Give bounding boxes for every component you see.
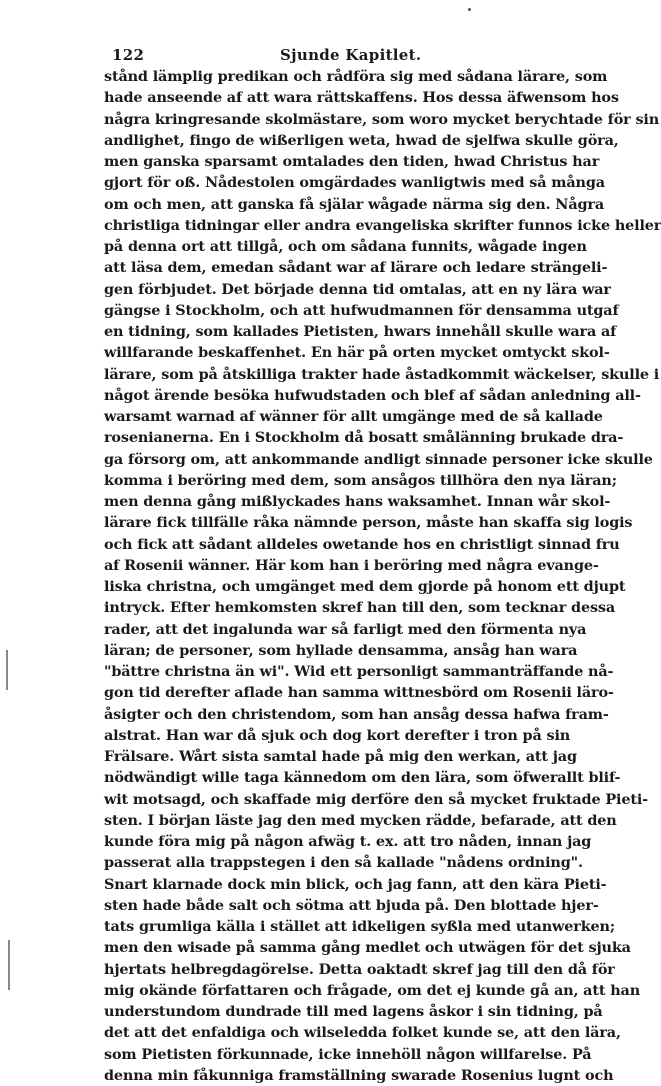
text-line: sten hade både salt och sötma att bjuda på. Den blottade hjer- [104, 896, 599, 914]
running-header [112, 46, 512, 66]
text-line: och fick att sådant alldeles owetande hos en christligt sinnad fru [104, 535, 620, 553]
text-line: nödwändigt wille taga kännedom om den lära, som öfwerallt blif- [104, 769, 621, 787]
text-line: willfarande beskaffenhet. En här på orten mycket omtyckt skol- [104, 344, 610, 362]
text-line: wit motsagd, och skaffade mig derföre den så mycket fruktade Pieti- [104, 790, 648, 808]
text-line: "bättre christna än wi". Wid ett personligt sammanträffande nå- [104, 663, 614, 680]
text-line: att läsa dem, emedan sådant war af lärare och ledare strängeli- [104, 259, 608, 277]
text-line: gon tid derefter aflade han samma wittnesbörd om Rosenii läro- [104, 684, 614, 702]
text-line: passerat alla trappstegen i den så kallade "nådens ordning". [104, 854, 583, 872]
body-text [104, 66, 661, 1086]
text-line: warsamt warnad af wänner för allt umgänge med de så kallade [104, 408, 603, 425]
text-line: andlighet, fingo de wißerligen weta, hwad de sjelfwa skulle göra, [104, 131, 619, 149]
text-line: om och men, att ganska få själar wågade närma sig den. Några [104, 195, 605, 213]
text-line: tats grumliga källa i stället att idkeligen syßla med utanwerken; [104, 918, 615, 935]
text-line: alstrat. Han war då sjuk och dog kort derefter i tron på sin [104, 726, 571, 744]
text-line: lärare, som på åtskilliga trakter hade åstadkommit wäckelser, skulle i [104, 365, 660, 383]
text-line: Snart klarnade dock min blick, och jag fann, att den kära Pieti- [104, 875, 607, 893]
text-line: stånd lämplig predikan och rådföra sig med sådana lärare, som [104, 68, 608, 85]
text-line: det att det enfaldiga och wilseledda folket kunde se, att den lära, [104, 1024, 621, 1042]
text-line: hjertats helbregdagörelse. Detta oaktadt skref jag till den då för [104, 960, 615, 978]
text-line: gjort för oß. Nådestolen omgärdades wanligtwis med så många [104, 174, 605, 192]
margin-mark [8, 940, 10, 990]
text-line: ga försorg om, att ankommande andligt sinnade personer icke skulle [104, 450, 653, 468]
text-line: komma i beröring med dem, som ansågos tillhöra den nya läran; [104, 471, 617, 489]
text-line: intryck. Efter hemkomsten skref han till den, som tecknar dessa [104, 599, 616, 617]
chapter-title: Sjunde Kapitlet. [280, 46, 422, 64]
text-line: kunde föra mig på någon afwäg t. ex. att tro nåden, innan jag [104, 833, 592, 850]
text-line: på denna ort att tillgå, och om sådana funnits, wågade ingen [104, 238, 587, 255]
text-line: men denna gång mißlyckades hans waksamhet. Innan wår skol- [104, 493, 611, 510]
text-line: något ärende besöka hufwudstaden och blef af sådan anledning all- [104, 386, 641, 404]
text-line: lärare fick tillfälle råka nämnde person, måste han skaffa sig logis [104, 514, 633, 532]
text-line: men den wisade på samma gång medlet och utwägen för det sjuka [104, 939, 631, 957]
margin-mark [6, 650, 8, 690]
text-line: läran; de personer, som hyllade densamma, ansåg han wara [104, 641, 578, 659]
text-line: men ganska sparsamt omtalades den tiden, hwad Christus har [104, 153, 600, 170]
text-line: rosenianerna. En i Stockholm då bosatt smålänning brukade dra- [104, 429, 624, 447]
text-line: liska christna, och umgänget med dem gjorde på honom ett djupt [104, 578, 626, 595]
text-line: understundom dundrade till med lagens åskor i sin tidning, på [104, 1003, 603, 1020]
text-line: christliga tidningar eller andra evangeliska skrifter funnos icke heller [104, 216, 661, 234]
text-line: gängse i Stockholm, och att hufwudmannen för densamma utgaf [104, 301, 619, 319]
page-speck [468, 8, 471, 11]
text-line: som Pietisten förkunnade, icke innehöll någon willfarelse. På [104, 1045, 592, 1063]
text-line: Frälsare. Wårt sista samtal hade på mig den werkan, att jag [104, 748, 577, 765]
text-line: gen förbjudet. Det började denna tid omtalas, att en ny lära war [104, 280, 611, 298]
page-number: 122 [112, 46, 145, 64]
text-line: mig okände författaren och frågade, om det ej kunde gå an, att han [104, 981, 641, 999]
text-line: hade anseende af att wara rättskaffens. Hos dessa äfwensom hos [104, 89, 619, 107]
text-line: några kringresande skolmästare, som woro mycket berychtade för sin [104, 110, 660, 128]
text-line: åsigter och den christendom, som han ansåg dessa hafwa fram- [104, 705, 609, 723]
text-line: en tidning, som kallades Pietisten, hwars innehåll skulle wara af [104, 323, 617, 340]
text-line: af Rosenii wänner. Här kom han i beröring med några evange- [104, 556, 599, 574]
text-line: rader, att det ingalunda war så farligt med den förmenta nya [104, 620, 587, 638]
text-line: denna min fåkunniga framställning swarade Rosenius lugnt och [104, 1066, 614, 1084]
text-line: sten. I början läste jag den med mycken rädde, befarade, att den [104, 811, 617, 829]
